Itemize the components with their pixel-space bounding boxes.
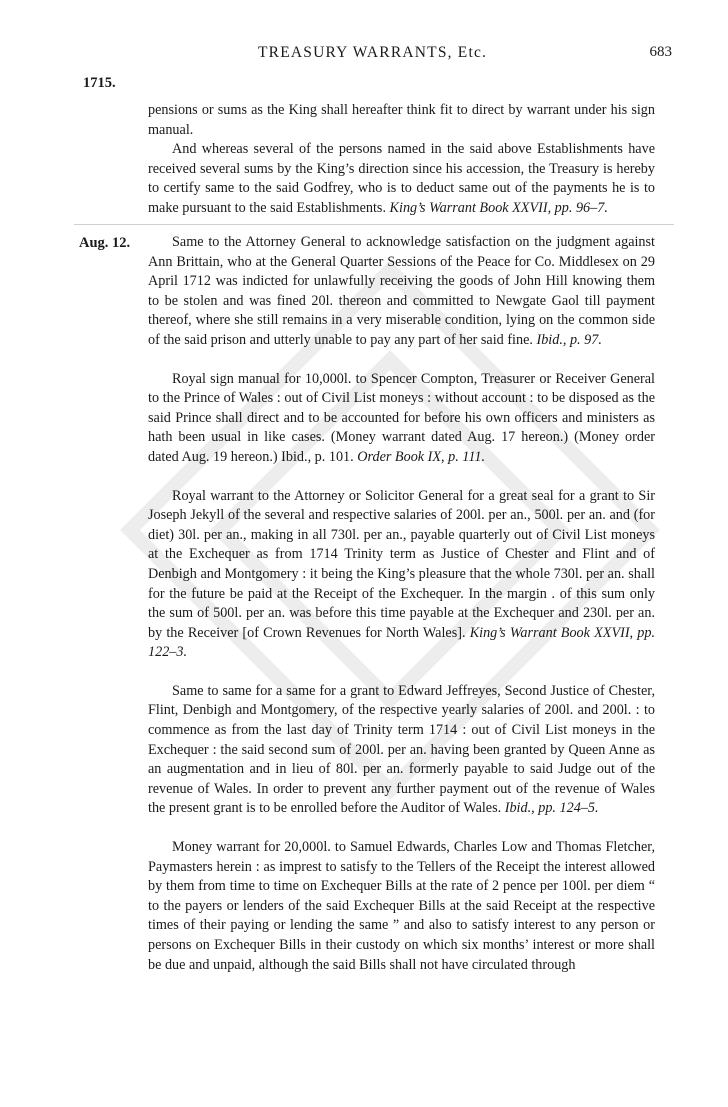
margin-year: 1715. xyxy=(83,75,116,91)
continuation-block xyxy=(148,101,655,219)
paragraph-6 xyxy=(148,838,655,975)
margin-date: Aug. 12. xyxy=(79,235,131,251)
paragraph-1 xyxy=(148,140,655,218)
paragraph-text: Money warrant for 20,000l. to Samuel Edwards, Charles Low and Thomas Fletcher, Paymasters herein : as imprest to satisfy to the Tellers of the Receipt the interest allowed by them from time to time on Exchequer Bills at the rate of 2 pence per 100l. per diem “ to the payers or lenders of the said Exchequer Bills at the said Receipt at the respective times of their paying or lending the same ” and also to satisfy interest to any person or persons on Exchequer Bills in their custody on which six months’ interest or more shall be due and unpaid, although the said Bills shall not have circulated through xyxy=(148,839,655,973)
paragraph-0 xyxy=(148,101,655,140)
paragraph-text: Royal sign manual for 10,000l. to Spencer Compton, Treasurer or Receiver General to the Prince of Wales : out of Civil List moneys : without account : to be disposed as the said Prince shall direct and to be accounted for before his own officers and ministers as hath been usual in like cases. (Money warrant dated Aug. 17 hereon.) (Money order dated Aug. 19 hereon.) Ibid., p. 101. xyxy=(148,370,655,465)
entry-block-aug-12 xyxy=(148,233,655,975)
running-head: TREASURY WARRANTS, Etc. xyxy=(258,44,488,61)
page-number: 683 xyxy=(649,44,672,60)
paragraph-text: And whereas several of the persons named in the said above Establishments have received several sums by the King’s direction since his accession, the Treasury is hereby to certify same to the said Godfrey, who is to deduct same out of the payments he is to make pursuant to the said Establishments. xyxy=(148,141,655,216)
paragraph-reference: King’s Warrant Book XXVII, pp. 122–3. xyxy=(148,624,655,661)
paragraph-text: Royal warrant to the Attorney or Solicitor General for a great seal for a grant to Sir Joseph Jekyll of the several and respective salaries of 200l. per an., 500l. per an. and (for diet) 30l. per an., making in all 730l. per an., payable quarterly out of Civil List moneys at the Exchequer as from 1714 Trinity term as Justice of Chester and Flint and of Denbigh and Montgomery : it being the King’s pleasure that the whole 730l. per an. shall for the future be paid at the Receipt of the Exchequer. In the margin . of this sum only the sum of 500l. per an. was before this time payable at the Exchequer and 230l. per an. by the Receiver [of Crown Revenues for North Wales]. xyxy=(148,487,655,641)
entry-divider xyxy=(74,224,674,225)
paragraph-reference: Ibid., pp. 124–5. xyxy=(504,800,599,817)
paragraph-text: pensions or sums as the King shall hereafter think fit to direct by warrant under his sign manual. xyxy=(148,102,655,138)
paragraph-reference: Order Book IX, p. 111. xyxy=(357,448,486,465)
paragraph-text: Same to same for a same for a grant to Edward Jeffreyes, Second Justice of Chester, Flint, Denbigh and Montgomery, of the respective yearly salaries of 200l. and 200l. : to commence as from the last day of Trinity term 1714 : out of Civil List moneys in the Exchequer : the said second sum of 200l. per an. having been granted by Queen Anne as an augmentation and in lieu of 80l. per an. formerly payable to said Judge out of the revenue of Wales. In order to prevent any further payment out of the revenue of Wales the present grant is to be enrolled before the Auditor of Wales. xyxy=(148,682,655,817)
paragraph-reference: King’s Warrant Book XXVII, pp. 96–7. xyxy=(389,199,608,216)
paragraph-5 xyxy=(148,682,655,819)
paragraph-2 xyxy=(148,233,655,351)
paragraph-reference: Ibid., p. 97. xyxy=(536,331,602,348)
paragraph-text: Same to the Attorney General to acknowledge satisfaction on the judgment against Ann Brittain, who at the General Quarter Sessions of the Peace for Co. Middlesex on 29 April 1712 was indicted for unlawfully receiving the goods of John Hill knowing them to be stolen and was fined 20l. thereon and committed to Newgate Gaol till payment thereof, where she still remains in a very miserable condition, lying on the common side of the said prison and utterly unable to pay any part of her said fine. xyxy=(148,234,655,348)
paragraph-4 xyxy=(148,487,655,663)
paragraph-3 xyxy=(148,370,655,468)
